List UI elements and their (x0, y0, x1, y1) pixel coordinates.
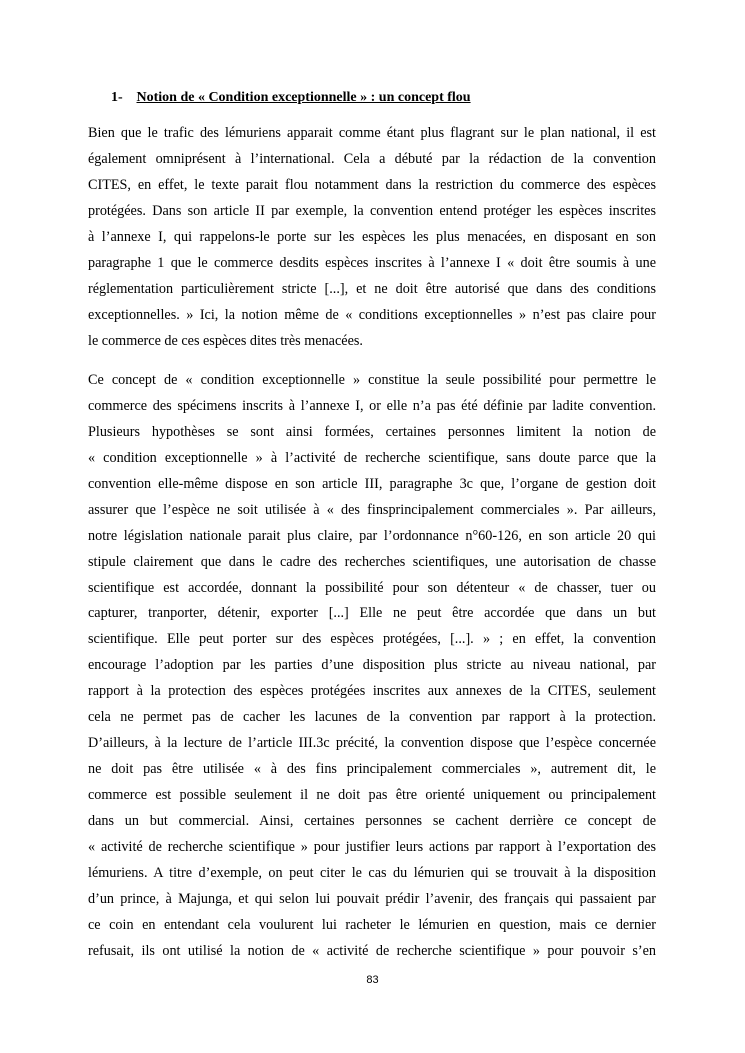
section-title: Notion de « Condition exceptionnelle » : un concept flou (136, 90, 471, 105)
paragraph-line: rapport à la protection des espèces protégées inscrites aux annexes de la CITES, seulement (88, 683, 656, 700)
paragraph-line: scientifique. Elle peut porter sur des espèces protégées, [...]. » ; en effet, la convention (88, 631, 656, 648)
paragraph-line: commerce des spécimens inscrits à l’annexe I, or elle n’a pas été définie par ladite convention. (88, 397, 656, 414)
paragraph-line: paragraphe 1 que le commerce desdits espèces inscrites à l’annexe I « doit être soumis à une (88, 254, 656, 271)
paragraph-line: également omniprésent à l’international. Cela a débuté par la rédaction de la convention (88, 150, 656, 167)
paragraph-line: CITES, en effet, le texte parait flou notamment dans la restriction du commerce des espèces (88, 176, 656, 193)
paragraph-line: d’un prince, à Majunga, et qui selon lui pouvait prédir l’avenir, des français qui passaient par (88, 890, 656, 907)
paragraph-line: capturer, tranporter, détenir, exporter [...] Elle ne peut être accordée que dans un but (88, 605, 656, 622)
paragraph-line: notre législation nationale parait plus claire, par l’ordonnance n°60-126, en son article 20 qui (88, 527, 656, 544)
paragraph-line: convention elle-même dispose en son article III, paragraphe 3c que, l’organe de gestion doit (88, 475, 656, 492)
paragraph-line: stipule clairement que dans le cadre des recherches scientifiques, une autorisation de chasse (88, 553, 656, 570)
paragraph-line: lémuriens. A titre d’exemple, on peut citer le cas du lémurien qui se trouvait à la disposition (88, 864, 656, 881)
paragraph-line: refusait, ils ont utilisé la notion de « activité de recherche scientifique » pour pouvoir s’en (88, 942, 656, 959)
paragraph-line: « condition exceptionnelle » à l’activité de recherche scientifique, sans doute parce que la (88, 449, 656, 466)
paragraph-line: encourage l’adoption par les parties d’une disposition plus stricte au niveau national, par (88, 657, 656, 674)
paragraph-line: le commerce de ces espèces dites très menacées. (88, 332, 363, 349)
paragraph-line: scientifique est accordée, donnant la possibilité pour son détenteur « de chasser, tuer ou (88, 579, 656, 596)
paragraph-line: ce coin en entendant cela voulurent lui racheter le lémurien en question, mais ce dernier (88, 916, 656, 933)
paragraph-line: exceptionnelles. » Ici, la notion même de « conditions exceptionnelles » n’est pas claire pour (88, 306, 656, 323)
paragraph-2 (88, 368, 656, 965)
paragraph-1 (88, 121, 656, 354)
paragraph-line: réglementation particulièrement stricte [...], et ne doit être autorisé que dans des conditions (88, 280, 656, 297)
section-heading (111, 88, 471, 108)
paragraph-line: assurer que l’espèce ne soit utilisée à « des finsprincipalement commerciales ». Par ailleurs, (88, 501, 656, 518)
paragraph-line: à l’annexe I, qui rappelons-le porte sur les espèces les plus menacées, en disposant en son (88, 228, 656, 245)
paragraph-line: dans un but commercial. Ainsi, certaines personnes se cachent derrière ce concept de (88, 812, 656, 829)
page-number: 83 (366, 974, 379, 986)
paragraph-line: Ce concept de « condition exceptionnelle » constitue la seule possibilité pour permettre le (88, 372, 656, 388)
paragraph-line: « activité de recherche scientifique » pour justifier leurs actions par rapport à l’exportation des (88, 838, 656, 855)
paragraph-line: D’ailleurs, à la lecture de l’article III.3c précité, la convention dispose que l’espèce concernée (88, 735, 656, 752)
paragraph-line: Plusieurs hypothèses se sont ainsi formées, certaines personnes limitent la notion de (88, 423, 656, 440)
paragraph-line: cela ne permet pas de cacher les lacunes de la convention par rapport à la protection. (88, 709, 656, 726)
paragraph-line: protégées. Dans son article II par exemple, la convention entend protéger les espèces inscrites (88, 202, 656, 219)
paragraph-line: Bien que le trafic des lémuriens apparait comme étant plus flagrant sur le plan national, il est (88, 125, 656, 141)
paragraph-line: ne doit pas être utilisée « à des fins principalement commerciales », autrement dit, le (88, 761, 656, 778)
paragraph-line: commerce est possible seulement il ne doit pas être orienté uniquement ou principalement (88, 787, 656, 803)
section-number: 1- (111, 90, 123, 105)
